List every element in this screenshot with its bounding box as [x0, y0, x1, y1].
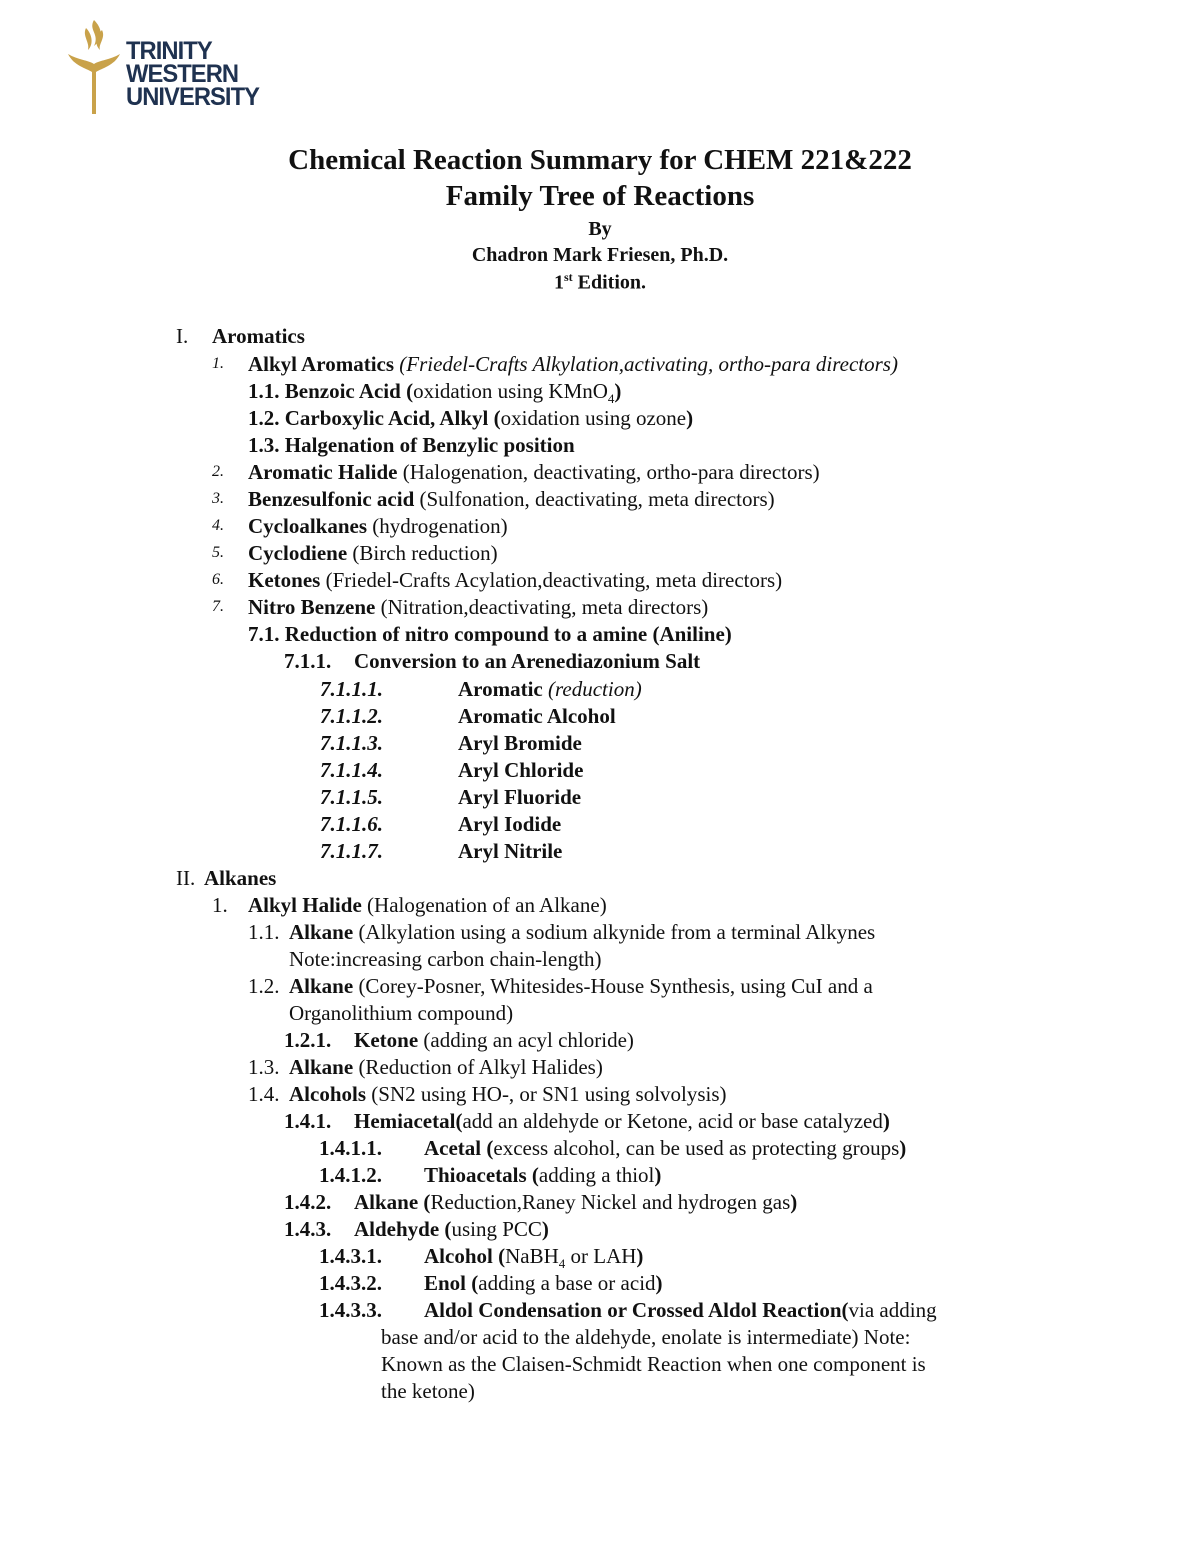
list-item-continuation: Organolithium compound)	[289, 1001, 514, 1025]
university-logo	[64, 16, 274, 116]
torch-emblem-icon	[64, 16, 124, 116]
list-item-continuation: Known as the Claisen-Schmidt Reaction when one component is	[381, 1352, 926, 1376]
document-title: Chemical Reaction Summary for CHEM 221&222	[288, 144, 912, 176]
list-item-continuation: Note:increasing carbon chain-length)	[289, 947, 602, 971]
list-item: 7.1. Reduction of nitro compound to a amine (Aniline)	[248, 622, 732, 646]
list-item-continuation: base and/or acid to the aldehyde, enolate is intermediate) Note:	[381, 1325, 911, 1349]
logo-wordmark	[126, 37, 260, 111]
author-name: Chadron Mark Friesen, Ph.D.	[471, 244, 729, 266]
logo-line-2: WESTERN	[126, 60, 239, 88]
edition-label: 1st Edition.	[553, 270, 647, 294]
by-label: By	[588, 218, 612, 240]
list-item: 1.3. Halgenation of Benzylic position	[248, 433, 575, 457]
logo-line-1: TRINITY	[126, 37, 212, 65]
list-item-continuation: the ketone)	[381, 1379, 475, 1403]
document-subtitle: Family Tree of Reactions	[445, 180, 755, 212]
list-item: 1.1. Benzoic Acid (oxidation using KMnO$_4$)	[248, 379, 622, 407]
logo-line-3: UNIVERSITY	[126, 83, 260, 111]
list-item: 1.2. Carboxylic Acid, Alkyl (oxidation using ozone)	[248, 406, 694, 430]
